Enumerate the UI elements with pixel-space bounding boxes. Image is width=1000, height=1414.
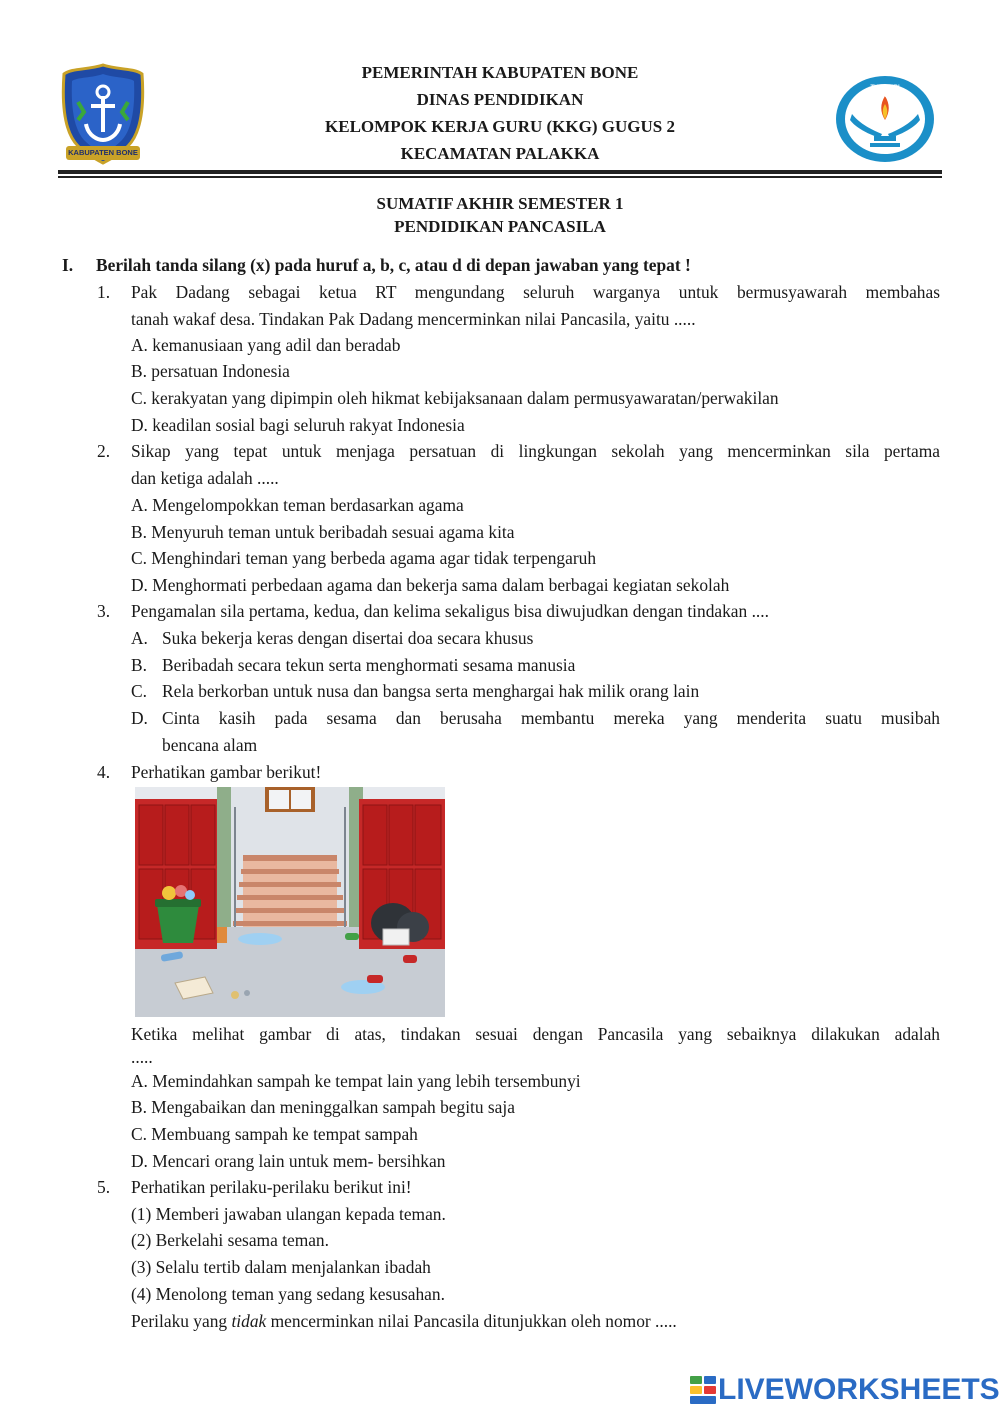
option-a[interactable]: A. Mengelompokkan teman berdasarkan agama [131, 495, 464, 515]
right-logo-caption: TUT WURI HANDAYANI [867, 85, 903, 99]
header-line-3: KELOMPOK KERJA GURU (KKG) GUGUS 2 [325, 117, 675, 136]
closing-text-before: Perilaku yang [131, 1311, 232, 1331]
option-text: Rela berkorban untuk nusa dan bangsa serta menghargai hak milik orang lain [162, 681, 700, 701]
liveworksheets-logo-icon [690, 1376, 716, 1404]
exam-subject: PENDIDIKAN PANCASILA [394, 217, 606, 236]
section-numeral: I. [62, 255, 74, 275]
header-line-2: DINAS PENDIDIKAN [416, 90, 584, 109]
section-instruction: Berilah tanda silang (x) pada huruf a, b, c, atau d di depan jawaban yang tepat ! [96, 255, 691, 275]
question-number: 3. [97, 601, 111, 621]
question-text: dan ketiga adalah ..... [131, 468, 279, 488]
question-text: Perhatikan perilaku-perilaku berikut ini! [131, 1177, 412, 1197]
header-line-4: KECAMATAN PALAKKA [400, 144, 600, 163]
exam-title: SUMATIF AKHIR SEMESTER 1 [376, 194, 624, 213]
liveworksheets-wordmark: LIVEWORKSHEETS [718, 1373, 1000, 1406]
option-letter: A. [131, 628, 148, 648]
closing-text-italic: tidak [231, 1311, 267, 1331]
option-c[interactable]: C. Menghindari teman yang berbeda agama agar tidak terpengaruh [131, 548, 597, 568]
statement-3: (3) Selalu tertib dalam menjalankan ibadah [131, 1257, 431, 1277]
option-text: Cinta kasih pada sesama dan berusaha membantu mereka yang menderita suatu musibah [162, 708, 940, 728]
left-logo-caption: KABUPATEN BONE [68, 148, 138, 157]
question-text: Pak Dadang sebagai ketua RT mengundang seluruh warganya untuk bermusyawarah membahas [131, 282, 940, 302]
option-b[interactable]: B. Menyuruh teman untuk beribadah sesuai agama kita [131, 522, 515, 542]
option-c[interactable]: C. kerakyatan yang dipimpin oleh hikmat kebijaksanaan dalam permusyawaratan/perwakilan [131, 388, 779, 408]
option-b[interactable]: B. Mengabaikan dan meninggalkan sampah begitu saja [131, 1097, 515, 1117]
option-c[interactable]: C. Membuang sampah ke tempat sampah [131, 1124, 418, 1144]
question-image-school-hallway-trash [135, 787, 445, 1017]
option-a[interactable]: A. Memindahkan sampah ke tempat lain yang lebih tersembunyi [131, 1071, 581, 1091]
option-text: Beribadah secara tekun serta menghormati sesama manusia [162, 655, 576, 675]
staircase [233, 855, 347, 937]
question-number: 1. [97, 282, 111, 302]
question-number: 2. [97, 441, 111, 461]
option-d[interactable]: D. keadilan sosial bagi seluruh rakyat Indonesia [131, 415, 465, 435]
option-letter: D. [131, 708, 148, 728]
statement-1: (1) Memberi jawaban ulangan kepada teman. [131, 1204, 446, 1224]
option-text: bencana alam [162, 735, 258, 755]
question-text: Perhatikan gambar berikut! [131, 762, 322, 782]
statement-2: (2) Berkelahi sesama teman. [131, 1230, 329, 1250]
header-line-1: PEMERINTAH KABUPATEN BONE [361, 63, 639, 82]
option-text: Suka bekerja keras dengan disertai doa secara khusus [162, 628, 534, 648]
question-number: 4. [97, 762, 111, 782]
option-d[interactable]: D. Mencari orang lain untuk mem- bersihkan [131, 1151, 446, 1171]
question-text: ..... [131, 1047, 153, 1067]
header-rule-thick [58, 170, 942, 174]
option-letter: B. [131, 655, 147, 675]
header-rule-thin [58, 176, 942, 178]
question-text: tanah wakaf desa. Tindakan Pak Dadang mencerminkan nilai Pancasila, yaitu ..... [131, 309, 696, 329]
option-d[interactable]: D. Menghormati perbedaan agama dan bekerja sama dalam berbagai kegiatan sekolah [131, 575, 730, 595]
question-text: Ketika melihat gambar di atas, tindakan sesuai dengan Pancasila yang sebaiknya dilakukan adalah [131, 1024, 940, 1044]
question-text: Pengamalan sila pertama, kedua, dan kelima sekaligus bisa diwujudkan dengan tindakan .... [131, 601, 769, 621]
question-closing [131, 1310, 677, 1332]
question-number: 5. [97, 1177, 111, 1197]
option-letter: C. [131, 681, 147, 701]
question-text: Sikap yang tepat untuk menjaga persatuan di lingkungan sekolah yang mencerminkan sila pertama [131, 441, 940, 461]
option-a[interactable]: A. kemanusiaan yang adil dan beradab [131, 335, 401, 355]
closing-text-after: mencerminkan nilai Pancasila ditunjukkan oleh nomor ..... [266, 1311, 677, 1331]
right-logo [834, 74, 936, 164]
option-b[interactable]: B. persatuan Indonesia [131, 361, 290, 381]
statement-4: (4) Menolong teman yang sedang kesusahan. [131, 1284, 445, 1304]
